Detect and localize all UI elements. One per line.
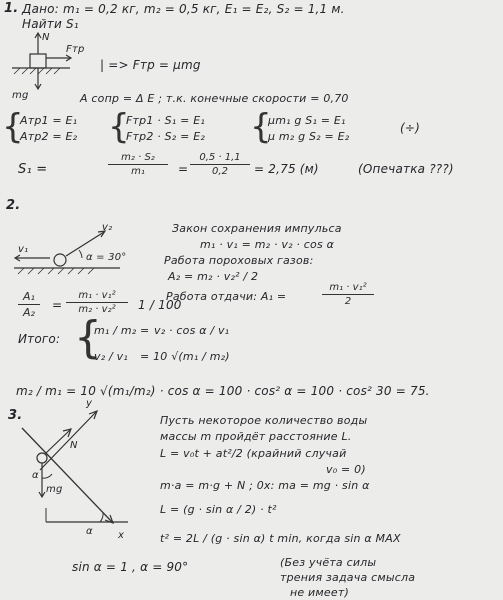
p2-recoil-num: m₁ · v₁² bbox=[329, 282, 367, 293]
p1-energy-line: A сопр = Δ E ; т.к. конечные скорости = 0,70 bbox=[80, 92, 349, 105]
p1-result-note: (Опечатка ???) bbox=[358, 162, 454, 176]
problem-1-find: Найти S₁ bbox=[22, 17, 79, 31]
p3-fig-y-label: y bbox=[86, 398, 93, 409]
p2-brace: { bbox=[74, 312, 102, 363]
p3-text-6: L = (g · sin α / 2) · t² bbox=[160, 503, 277, 516]
p2-itogo: Итого: bbox=[18, 332, 61, 346]
p2-fig-v1-label: v₁ bbox=[18, 244, 29, 255]
p1-eq-sign: = bbox=[178, 162, 189, 176]
p1-sys1-b: Aтр2 = E₂ bbox=[20, 130, 78, 143]
p2-v-root: = 10 √(m₁ / m₂) bbox=[140, 350, 230, 363]
p1-result-value: = 2,75 (м) bbox=[254, 162, 319, 176]
p1-divide-mark: (÷) bbox=[400, 121, 421, 135]
p3-fig-n-label: N bbox=[70, 440, 78, 451]
problem-1-number: 1. bbox=[4, 1, 19, 16]
p2-fig-v2-label: v₂ bbox=[102, 222, 113, 233]
p3-text-8: sin α = 1 , α = 90° bbox=[72, 560, 189, 574]
p3-text-10: трения задача смысла bbox=[280, 571, 416, 584]
p2-eq-sign-1: = bbox=[52, 298, 63, 312]
p3-text-4: v₀ = 0) bbox=[326, 463, 366, 476]
p3-text-2: массы m пройдёт расстояние L. bbox=[160, 430, 352, 443]
p2-ratio-a-num: A₁ bbox=[23, 290, 35, 303]
p2-final: m₂ / m₁ = 10 √(m₁/m₂) · cos α = 100 · cos² α = 100 · cos² 30 = 75. bbox=[16, 384, 430, 398]
p2-mass-ratio: m₁ / m₂ bbox=[94, 324, 137, 337]
p1-frac1-num: m₂ · S₂ bbox=[121, 152, 155, 163]
p3-text-1: Пусть некоторое количество воды bbox=[160, 414, 368, 427]
p1-fig-ftr-label: Fтр bbox=[66, 44, 85, 55]
p1-brace-3: { bbox=[250, 107, 272, 147]
p2-law-equation: m₁ · v₁ = m₂ · v₂ · cos α bbox=[200, 238, 335, 251]
p1-friction-relation: | => Fтр = μmg bbox=[100, 58, 201, 72]
p2-gas-equation: A₂ = m₂ · v₂² / 2 bbox=[168, 270, 259, 283]
p2-recoil-heading: Работа отдачи: A₁ = bbox=[166, 290, 287, 303]
p3-text-7: t² = 2L / (g · sin α) t min, когда sin α MAX bbox=[160, 532, 401, 545]
p2-ratio-a-den: A₂ bbox=[23, 306, 35, 319]
p2-ratio-den: m₂ · v₂² bbox=[78, 304, 116, 315]
p1-brace-1: { bbox=[2, 107, 24, 147]
p2-eq-sign-2: = bbox=[140, 324, 150, 337]
p1-fig-n-label: N bbox=[42, 32, 50, 43]
p1-sys2-a: Fтр1 · S₁ = E₁ bbox=[126, 114, 205, 127]
p3-text-5: m·a = m·g + N ; 0x: ma = mg · sin α bbox=[160, 479, 370, 492]
p3-fig-alpha2-label: α bbox=[86, 526, 93, 537]
p2-gas-heading: Работа пороховых газов: bbox=[164, 254, 314, 267]
p3-text-11: не имеет) bbox=[290, 586, 349, 599]
p1-sys3-a: μm₁ g S₁ = E₁ bbox=[268, 114, 346, 127]
p1-sys3-b: μ m₂ g S₂ = E₂ bbox=[268, 130, 350, 143]
p2-v-cos: v₂ · cos α / v₁ bbox=[154, 324, 230, 337]
p3-fig-x-label: x bbox=[118, 530, 125, 541]
p1-sys2-b: Fтр2 · S₂ = E₂ bbox=[126, 130, 205, 143]
p1-frac2-den: 0,2 bbox=[212, 166, 228, 177]
problem-3-number: 3. bbox=[8, 408, 23, 423]
p1-result-lhs: S₁ = bbox=[18, 162, 48, 177]
p1-brace-2: { bbox=[108, 107, 130, 147]
p2-law-title: Закон сохранения импульса bbox=[172, 222, 342, 235]
p1-sys1-a: Aтр1 = E₁ bbox=[20, 114, 78, 127]
p2-ratio-num: m₁ · v₁² bbox=[78, 290, 116, 301]
problem-2-number: 2. bbox=[6, 198, 21, 213]
p3-text-9: (Без учёта силы bbox=[280, 556, 377, 569]
problem-1-given: Дано: m₁ = 0,2 кг, m₂ = 0,5 кг, E₁ = E₂, S₂ = 1,1 м. bbox=[22, 2, 345, 16]
p2-ratio-result: 1 / 100 bbox=[138, 298, 182, 312]
p1-fig-mg-label: mg bbox=[12, 90, 29, 101]
p3-fig-mg-label: mg bbox=[46, 484, 63, 495]
p1-frac2-num: 0,5 · 1,1 bbox=[199, 152, 241, 163]
p2-v-ratio: v₂ / v₁ bbox=[94, 350, 128, 363]
p2-recoil-den: 2 bbox=[344, 296, 352, 307]
p3-text-3: L = v₀t + at²/2 (крайний случай bbox=[160, 447, 347, 460]
p3-fig-alpha-label: α bbox=[32, 470, 39, 481]
p1-frac1-den: m₁ bbox=[131, 166, 145, 177]
p2-fig-angle-label: α = 30° bbox=[86, 252, 127, 263]
